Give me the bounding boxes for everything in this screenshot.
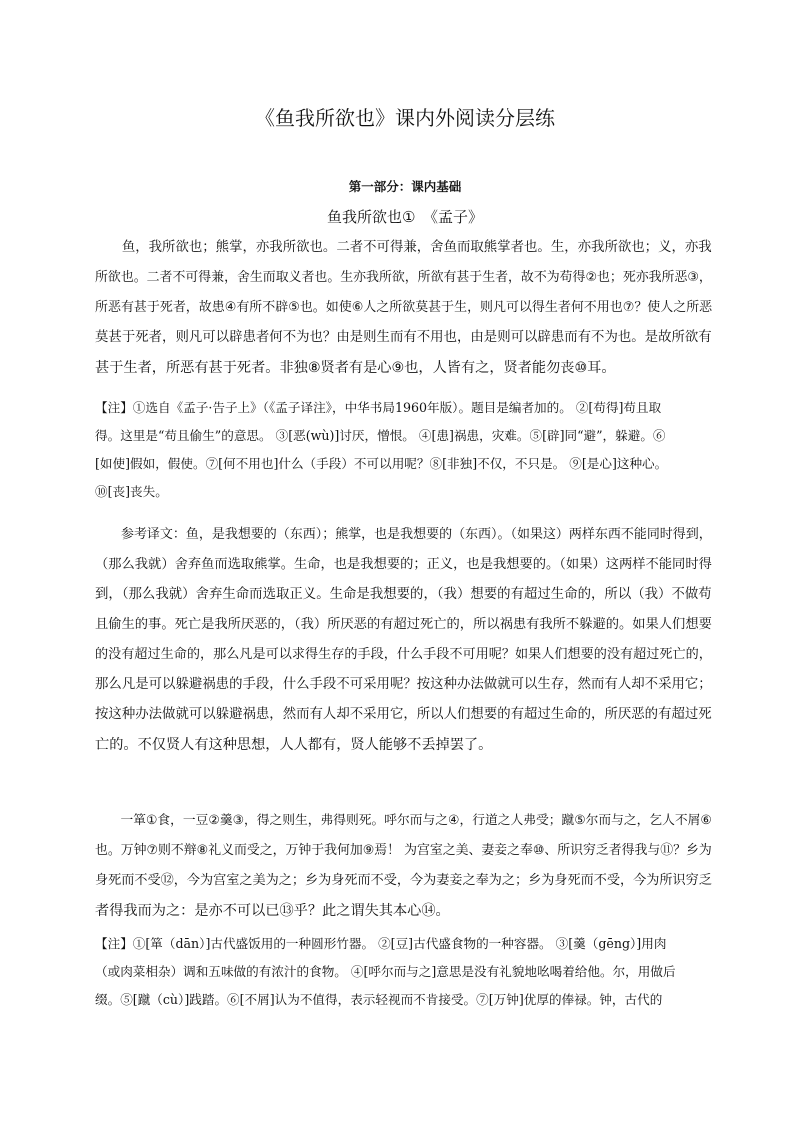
note-line: 缀。⑤[蹴（cù）]践踏。⑥[不屑]认为不值得，表示轻视而不肯接受。⑦[万钟]优厚的俸禄。钟，古代的: [95, 992, 663, 1007]
text-line: 也。万钟⑦则不辩⑧礼义而受之，万钟于我何加⑨焉！ 为宫室之美、妻妾之奉⑩、所识穷乏者得我与⑪？乡为: [95, 843, 712, 858]
page-title: 《鱼我所欲也》课内外阅读分层练: [255, 106, 555, 130]
reference-translation: [95, 520, 715, 760]
text-line: 身死而不受⑫，今为宫室之美为之；乡为身死而不受，今为妻妾之奉为之；乡为身死而不受，今为所识穷乏: [95, 873, 712, 888]
text-line: 参考译文：鱼，是我想要的（东西）；熊掌，也是我想要的（东西）。（如果这）两样东西不能同时得到，: [95, 527, 712, 542]
annotation-notes-2: [95, 930, 715, 1014]
classical-passage-2: [95, 806, 715, 926]
note-line: ⑩[丧]丧失。: [95, 484, 168, 499]
text-line: 按这种办法做就可以躲避祸患，然而有人却不采用它，所以人们想要的有超过生命的，所厌恶的有超过死: [95, 707, 712, 722]
classical-passage-1: [95, 233, 715, 383]
note-line: [如使]假如，假使。⑦[何不用也]什么（手段）不可以用呢？⑧[非独]不仅，不只是。 ⑨[是心]这种心。: [95, 456, 668, 471]
text-line: 鱼，我所欲也；熊掌，亦我所欲也。二者不可得兼，舍鱼而取熊掌者也。生，亦我所欲也；义，亦我: [95, 240, 712, 255]
annotation-notes-1: [95, 394, 715, 506]
note-line: 【注】①选自《孟子·告子上》（《孟子译注》，中华书局1960年版）。题目是编者加的。 ②[苟得]苟且取: [95, 400, 662, 415]
text-line: 且偷生的事。死亡是我所厌恶的，（我）所厌恶的有超过死亡的，所以祸患有我所不躲避的。如果人们想要: [95, 617, 712, 632]
note-line: 得。这里是“苟且偷生”的意思。 ③[恶(wù)]讨厌，憎恨。 ④[患]祸患，灾难。⑤[辟]同“避”，躲避。⑥: [95, 428, 666, 443]
text-line: 者得我而为之：是亦不可以已⑬乎？此之谓失其本心⑭。: [95, 903, 450, 919]
text-line: 一箪①食，一豆②羹③，得之则生，弗得则死。呼尔而与之④，行道之人弗受；蹴⑤尔而与之，乞人不屑⑥: [95, 813, 712, 828]
text-subtitle: 鱼我所欲也① 《孟子》: [327, 208, 483, 226]
text-line: 所恶有甚于死者，故患④有所不辟⑤也。如使⑥人之所欲莫甚于生，则凡可以得生者何不用也⑦？使人之所恶: [95, 300, 713, 315]
section-heading: 第一部分：课内基础: [348, 179, 462, 194]
text-line: 甚于生者，所恶有甚于死者。非独⑧贤者有是心⑨也，人皆有之，贤者能勿丧⑩耳。: [95, 360, 616, 376]
note-line: 【注】①[箪（dān）]古代盛饭用的一种圆形竹器。 ②[豆]古代盛食物的一种容器。 ③[羹（gēng）]用肉: [95, 936, 667, 951]
text-line: 亡的。不仅贤人有这种思想，人人都有，贤人能够不丢掉罢了。: [95, 737, 493, 753]
note-line: （或肉菜相杂）调和五味做的有浓汁的食物。 ④[呼尔而与之]意思是没有礼貌地吆喝着给他。尔，用做后: [95, 964, 676, 979]
text-line: 的没有超过生命的，那么凡是可以求得生存的手段，什么手段不可用呢？如果人们想要的没有超过死亡的，: [95, 647, 712, 662]
text-line: 到，（那么我就）舍弃生命而选取正义。生命是我想要的，（我）想要的有超过生命的，所以（我）不做苟: [95, 587, 712, 602]
text-line: 那么凡是可以躲避祸患的手段，什么手段不可采用呢？按这种办法做就可以生存，然而有人却不采用它；: [95, 677, 712, 692]
text-line: 莫甚于死者，则凡可以辟患者何不为也？由是则生而有不用也，由是则可以辟患而有不为也。是故所欲有: [95, 330, 712, 345]
text-line: （那么我就）舍弃鱼而选取熊掌。生命，也是我想要的；正义，也是我想要的。（如果）这两样不能同时得: [95, 557, 712, 572]
text-line: 所欲也。二者不可得兼，舍生而取义者也。生亦我所欲，所欲有甚于生者，故不为苟得②也；死亦我所恶③，: [95, 270, 712, 285]
